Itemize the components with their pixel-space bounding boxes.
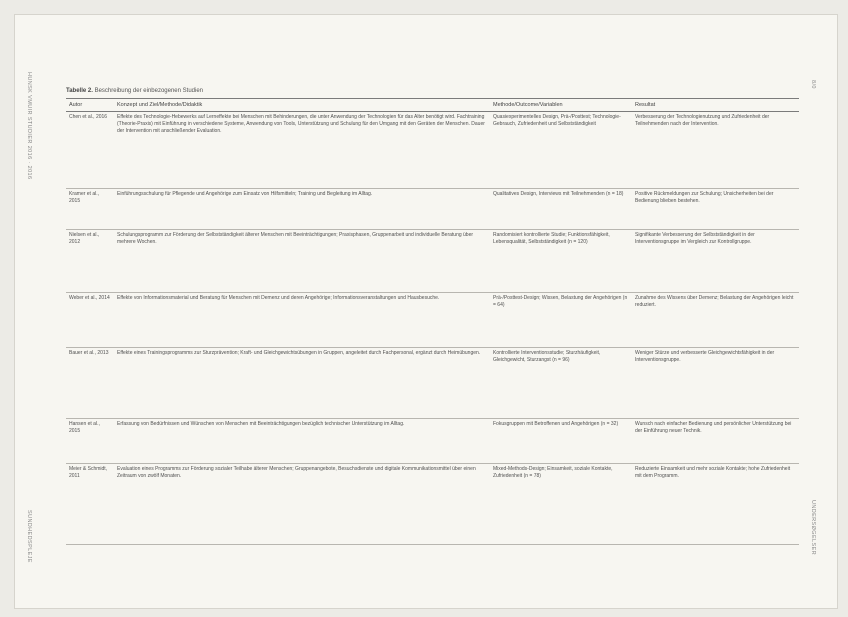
cell-concept: Effekte eines Trainingsprogramms zur Sturzprävention; Kraft- und Gleichgewichtsübungen in Gruppen, angeleitet durch Fachpersonal, ergänzt durch Heimübungen. [117,350,481,356]
cell-method: Quasiexperimentelles Design, Prä-/Posttest; Technologie-Gebrauch, Zufriedenheit und Selbstständigkeit [493,114,621,127]
studies-table [66,98,799,545]
table-row [66,189,799,230]
cell-author: Chen et al., 2016 [69,114,108,120]
cell-method: Kontrollierte Interventionsstudie; Sturzhäufigkeit, Gleichgewicht, Sturzangst (n = 96) [493,350,601,363]
cell-concept: Erfassung von Bedürfnissen und Wünschen von Menschen mit Beeinträchtigungen bezüglich technischer Unterstützung im Alltag. [117,421,405,427]
cell-concept: Effekte des Technologie-Hebewerks auf Lerneffekte bei Menschen mit Behinderungen, die unter Anwendung der Technologien für das Alter benötigt wird. Fachtraining (Theorie-Praxis) mit Einführung in verschiedene Systeme, Anwendung von Tools, Unterstützung und Schulung für den Umgang mit den Geräten der Menschen. Dauer der Intervention mit anschließender Evaluation. [117,114,485,134]
running-foot-right: UNDERSØGELSER [810,500,816,556]
cell-author: Kramer et al., 2015 [69,191,100,204]
table-row [66,230,799,293]
table-caption [66,88,203,94]
cell-concept: Effekte von Informationsmaterial und Beratung für Menschen mit Demenz und deren Angehörige; Informationsveranstaltungen und Hausbesuche. [117,295,440,301]
cell-concept: Schulungsprogramm zur Förderung der Selbstständigkeit älterer Menschen mit Beeinträchtigungen; Praxisphasen, Gruppenarbeit und individuelle Beratung über mehrere Wochen. [117,232,474,245]
running-head-right: 8/0 [810,80,816,89]
cell-author: Nielsen et al., 2012 [69,232,100,245]
table-row [66,348,799,419]
cell-result: Wunsch nach einfacher Bedienung und persönlicher Unterstützung bei der Einführung neuer Technik. [635,421,792,434]
table-caption-label: Tabelle 2. [66,88,93,94]
cell-result: Positive Rückmeldungen zur Schulung; Unsicherheiten bei der Bedienung blieben bestehen. [635,191,774,204]
cell-concept: Einführungsschulung für Pflegende und Angehörige zum Einsatz von Hilfsmitteln; Training und Begleitung im Alltag. [117,191,373,197]
table-row [66,112,799,189]
cell-concept: Evaluation eines Programms zur Förderung sozialer Teilhabe älterer Menschen; Gruppenangebote, Besuchsdienste und digitale Kommunikationsmittel über einen Zeitraum von zwölf Monaten. [117,466,476,479]
running-foot-left: SUNDHEDSPLEJE [26,510,32,563]
running-head-left: HUNSK VMUIR STUDIER 2016 · 2016 [26,72,32,180]
cell-author: Meier & Schmidt, 2011 [69,466,108,479]
table-row [66,464,799,545]
cell-method: Prä-/Posttest-Design; Wissen, Belastung der Angehörigen (n = 64) [493,295,628,308]
cell-result: Weniger Stürze und verbesserte Gleichgewichtsfähigkeit in der Interventionsgruppe. [635,350,775,363]
cell-result: Reduzierte Einsamkeit und mehr soziale Kontakte; hohe Zufriedenheit mit dem Programm. [635,466,791,479]
cell-result: Signifikante Verbesserung der Selbstständigkeit in der Interventionsgruppe im Vergleich zur Kontrollgruppe. [635,232,755,245]
header-method: Methode/Outcome/Variablen [493,101,563,108]
cell-method: Qualitatives Design, Interviews mit Teilnehmenden (n = 18) [493,191,624,197]
header-author: Autor [69,101,83,108]
table-row [66,419,799,464]
cell-author: Hansen et al., 2015 [69,421,100,434]
header-result: Resultat [635,101,656,108]
table-header-row [66,99,799,112]
cell-method: Fokusgruppen mit Betroffenen und Angehörigen (n = 32) [493,421,619,427]
cell-author: Weber et al., 2014 [69,295,110,301]
cell-result: Zunahme des Wissens über Demenz; Belastung der Angehörigen leicht reduziert. [635,295,794,308]
cell-method: Randomisiert kontrollierte Studie; Funktionsfähigkeit, Lebensqualität, Selbstständigkeit (n = 120) [493,232,610,245]
table-caption-text: Beschreibung der einbezogenen Studien [94,88,203,94]
cell-method: Mixed-Methods-Design; Einsamkeit, soziale Kontakte, Zufriedenheit (n = 78) [493,466,613,479]
table-row [66,293,799,348]
cell-author: Bauer et al., 2013 [69,350,109,356]
cell-result: Verbesserung der Technologienutzung und Zufriedenheit der Teilnehmenden nach der Intervention. [635,114,770,127]
header-concept: Konzept und Ziel/Methode/Didaktik [117,101,203,108]
